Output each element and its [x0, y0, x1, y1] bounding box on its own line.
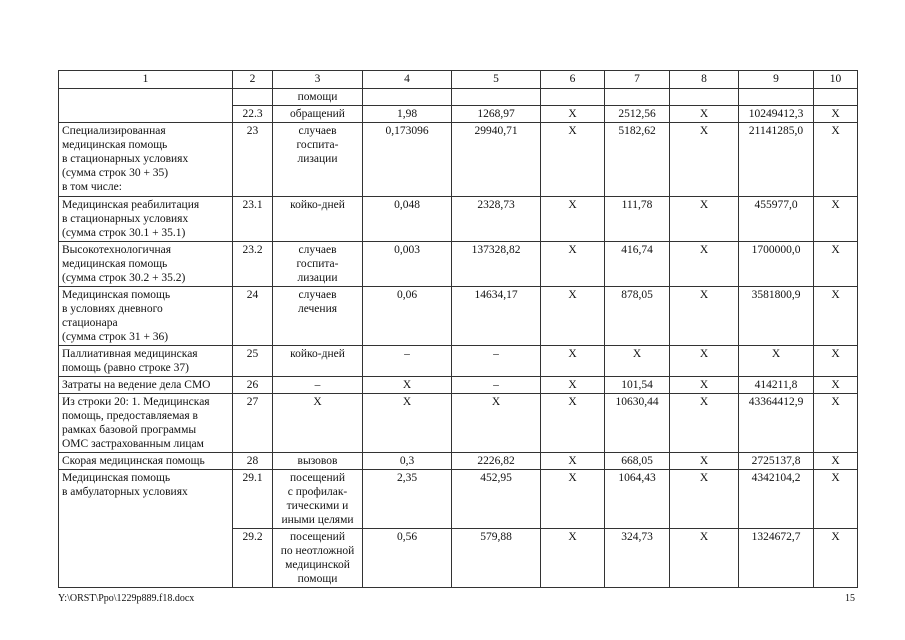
value-cell: Х: [670, 529, 739, 588]
value-cell: Х: [541, 453, 605, 470]
footer-file-path: Y:\ORST\Ppo\1229p889.f18.docx: [58, 593, 195, 604]
row-number: 29.1: [233, 470, 273, 529]
value-cell: Х: [814, 470, 858, 529]
header-row: [59, 71, 858, 89]
value-cell: Х: [670, 106, 739, 123]
value-cell: 579,88: [452, 529, 541, 588]
value-cell: [670, 89, 739, 106]
value-cell: Х: [670, 394, 739, 453]
unit-cell: случаев госпита- лизации: [273, 123, 363, 197]
value-cell: 0,173096: [363, 123, 452, 197]
value-cell: Х: [541, 394, 605, 453]
value-cell: 101,54: [605, 377, 670, 394]
unit-cell: случаев госпита- лизации: [273, 242, 363, 287]
value-cell: Х: [814, 123, 858, 197]
row-number: 27: [233, 394, 273, 453]
table-row: [59, 197, 858, 242]
value-cell: Х: [541, 242, 605, 287]
value-cell: [814, 89, 858, 106]
value-cell: 111,78: [605, 197, 670, 242]
value-cell: 1324672,7: [739, 529, 814, 588]
row-number: 25: [233, 346, 273, 377]
value-cell: 43364412,9: [739, 394, 814, 453]
value-cell: Х: [670, 453, 739, 470]
value-cell: Х: [541, 470, 605, 529]
value-cell: Х: [670, 123, 739, 197]
value-cell: [452, 89, 541, 106]
row-number: 23.2: [233, 242, 273, 287]
unit-cell: помощи: [273, 89, 363, 106]
value-cell: [605, 89, 670, 106]
value-cell: Х: [363, 394, 452, 453]
value-cell: Х: [814, 346, 858, 377]
row-label: Скорая медицинская помощь: [59, 453, 233, 470]
unit-cell: случаев лечения: [273, 287, 363, 346]
value-cell: 0,06: [363, 287, 452, 346]
value-cell: 324,73: [605, 529, 670, 588]
value-cell: 2,35: [363, 470, 452, 529]
header-cell: 6: [541, 71, 605, 89]
value-cell: 2725137,8: [739, 453, 814, 470]
value-cell: 5182,62: [605, 123, 670, 197]
unit-cell: посещений по неотложной медицинской помощи: [273, 529, 363, 588]
header-cell: 2: [233, 71, 273, 89]
header-cell: 1: [59, 71, 233, 89]
value-cell: Х: [814, 377, 858, 394]
unit-cell: койко-дней: [273, 346, 363, 377]
row-number: 26: [233, 377, 273, 394]
value-cell: Х: [814, 394, 858, 453]
header-cell: 10: [814, 71, 858, 89]
value-cell: Х: [670, 377, 739, 394]
row-number: 28: [233, 453, 273, 470]
value-cell: Х: [541, 346, 605, 377]
value-cell: 2512,56: [605, 106, 670, 123]
value-cell: Х: [541, 123, 605, 197]
row-label: Паллиативная медицинская помощь (равно строке 37): [59, 346, 233, 377]
value-cell: 137328,82: [452, 242, 541, 287]
value-cell: Х: [605, 346, 670, 377]
value-cell: 10630,44: [605, 394, 670, 453]
value-cell: Х: [541, 529, 605, 588]
row-label: Высокотехнологичная медицинская помощь (сумма строк 30.2 + 35.2): [59, 242, 233, 287]
unit-cell: койко-дней: [273, 197, 363, 242]
table-row: [59, 89, 858, 106]
value-cell: 2328,73: [452, 197, 541, 242]
unit-cell: обращений: [273, 106, 363, 123]
table-row: [59, 242, 858, 287]
header-cell: 3: [273, 71, 363, 89]
table-row: [59, 287, 858, 346]
value-cell: Х: [541, 377, 605, 394]
value-cell: Х: [670, 197, 739, 242]
row-label: Из строки 20: 1. Медицинская помощь, предоставляемая в рамках базовой программы ОМС застрахованным лицам: [59, 394, 233, 453]
value-cell: Х: [670, 242, 739, 287]
value-cell: 4342104,2: [739, 470, 814, 529]
value-cell: Х: [670, 346, 739, 377]
row-label: Медицинская помощь в условиях дневного стационара (сумма строк 31 + 36): [59, 287, 233, 346]
value-cell: 1,98: [363, 106, 452, 123]
value-cell: 0,56: [363, 529, 452, 588]
value-cell: [739, 89, 814, 106]
document-table: [58, 70, 858, 588]
header-cell: 7: [605, 71, 670, 89]
value-cell: 0,048: [363, 197, 452, 242]
table-row: [59, 470, 858, 529]
value-cell: 414211,8: [739, 377, 814, 394]
header-cell: 4: [363, 71, 452, 89]
value-cell: 416,74: [605, 242, 670, 287]
value-cell: Х: [814, 453, 858, 470]
value-cell: Х: [363, 377, 452, 394]
value-cell: Х: [541, 197, 605, 242]
value-cell: –: [452, 377, 541, 394]
value-cell: 1268,97: [452, 106, 541, 123]
value-cell: Х: [541, 287, 605, 346]
value-cell: Х: [814, 529, 858, 588]
value-cell: [363, 89, 452, 106]
unit-cell: Х: [273, 394, 363, 453]
row-label: Специализированная медицинская помощь в стационарных условиях (сумма строк 30 + 35) в том числе:: [59, 123, 233, 197]
table-row: [59, 394, 858, 453]
value-cell: Х: [452, 394, 541, 453]
row-label: Затраты на ведение дела СМО: [59, 377, 233, 394]
row-number: 23.1: [233, 197, 273, 242]
header-cell: 9: [739, 71, 814, 89]
value-cell: [541, 89, 605, 106]
value-cell: 455977,0: [739, 197, 814, 242]
table-row: [59, 377, 858, 394]
value-cell: 0,003: [363, 242, 452, 287]
value-cell: 21141285,0: [739, 123, 814, 197]
header-cell: 8: [670, 71, 739, 89]
value-cell: 1700000,0: [739, 242, 814, 287]
value-cell: Х: [814, 242, 858, 287]
value-cell: Х: [670, 287, 739, 346]
row-number: 23: [233, 123, 273, 197]
row-number: 24: [233, 287, 273, 346]
page-number: 15: [845, 593, 855, 604]
row-number: 29.2: [233, 529, 273, 588]
row-number: 22.3: [233, 106, 273, 123]
value-cell: Х: [814, 197, 858, 242]
value-cell: 668,05: [605, 453, 670, 470]
row-label: [59, 89, 233, 123]
row-number: [233, 89, 273, 106]
value-cell: Х: [670, 470, 739, 529]
value-cell: 1064,43: [605, 470, 670, 529]
value-cell: Х: [541, 106, 605, 123]
row-label: Медицинская реабилитация в стационарных условиях (сумма строк 30.1 + 35.1): [59, 197, 233, 242]
value-cell: 29940,71: [452, 123, 541, 197]
unit-cell: посещений с профилак- тическими и иными целями: [273, 470, 363, 529]
row-label: Медицинская помощь в амбулаторных условиях: [59, 470, 233, 588]
value-cell: 878,05: [605, 287, 670, 346]
value-cell: –: [363, 346, 452, 377]
value-cell: –: [452, 346, 541, 377]
value-cell: Х: [814, 287, 858, 346]
value-cell: 452,95: [452, 470, 541, 529]
value-cell: Х: [739, 346, 814, 377]
table-row: [59, 453, 858, 470]
unit-cell: вызовов: [273, 453, 363, 470]
value-cell: 10249412,3: [739, 106, 814, 123]
value-cell: Х: [814, 106, 858, 123]
table-row: [59, 346, 858, 377]
value-cell: 2226,82: [452, 453, 541, 470]
unit-cell: –: [273, 377, 363, 394]
value-cell: 0,3: [363, 453, 452, 470]
value-cell: 3581800,9: [739, 287, 814, 346]
header-cell: 5: [452, 71, 541, 89]
value-cell: 14634,17: [452, 287, 541, 346]
table-row: [59, 123, 858, 197]
